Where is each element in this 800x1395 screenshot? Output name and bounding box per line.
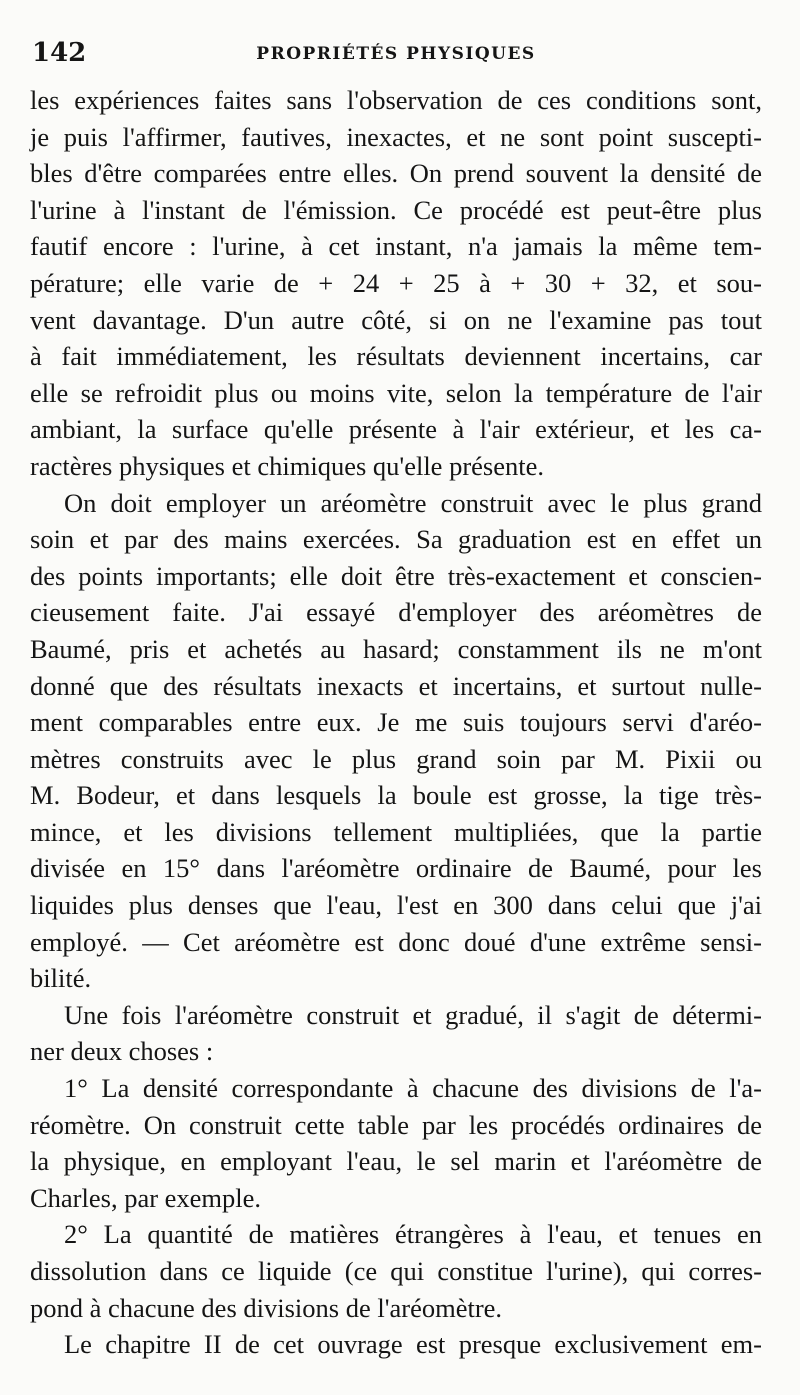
text-line: divisée en 15° dans l'aréomètre ordinaire de Baumé, pour les xyxy=(30,853,762,884)
text-line: l'urine à l'instant de l'émission. Ce procédé est peut-être plus xyxy=(30,194,762,225)
page-header xyxy=(30,32,762,82)
text-line: Baumé, pris et achetés au hasard; constamment ils ne m'ont xyxy=(30,633,762,664)
text-line: ner deux choses : xyxy=(30,1036,214,1067)
paragraph xyxy=(30,485,762,997)
text-line: M. Bodeur, et dans lesquels la boule est grosse, la tige très- xyxy=(30,780,762,811)
paragraph xyxy=(30,1070,762,1216)
text-line: pond à chacune des divisions de l'aréomètre. xyxy=(30,1292,503,1323)
page-number: 142 xyxy=(32,38,87,68)
text-line: bles d'être comparées entre elles. On prend souvent la densité de xyxy=(30,158,762,189)
text-line: Une fois l'aréomètre construit et gradué, il s'agit de détermi- xyxy=(64,999,762,1030)
text-line: réomètre. On construit cette table par les procédés ordinaires de xyxy=(30,1109,762,1140)
text-line: soin et par des mains exercées. Sa graduation est en effet un xyxy=(30,524,762,555)
text-line: ractères physiques et chimiques qu'elle présente. xyxy=(30,450,544,481)
running-title: PROPRIÉTÉS PHYSIQUES xyxy=(256,44,536,64)
text-line: dissolution dans ce liquide (ce qui constitue l'urine), qui corres- xyxy=(30,1256,762,1286)
text-line: cieusement faite. J'ai essayé d'employer des aréomètres de xyxy=(30,597,762,628)
text-line: vent davantage. D'un autre côté, si on ne l'examine pas tout xyxy=(30,304,762,335)
text-line: liquides plus denses que l'eau, l'est en 300 dans celui que j'ai xyxy=(30,890,762,921)
text-line: 2° La quantité de matières étrangères à l'eau, et tenues en xyxy=(64,1219,762,1250)
text-line: donné que des résultats inexacts et incertains, et surtout nulle- xyxy=(30,670,762,701)
text-line: je puis l'affirmer, fautives, inexactes, et ne sont point suscepti- xyxy=(30,121,762,152)
text-line: 1° La densité correspondante à chacune des divisions de l'a- xyxy=(64,1073,762,1104)
paragraph xyxy=(30,997,762,1070)
paragraph xyxy=(30,1216,762,1326)
text-line: elle se refroidit plus ou moins vite, selon la température de l'air xyxy=(30,377,762,408)
body-text xyxy=(30,82,762,1363)
text-line: bilité. xyxy=(30,963,92,994)
text-line: employé. — Cet aréomètre est donc doué d'une extrême sensi- xyxy=(30,926,762,957)
text-line: mètres construits avec le plus grand soin par M. Pixii ou xyxy=(30,743,762,774)
text-line: ambiant, la surface qu'elle présente à l'air extérieur, et les ca- xyxy=(30,414,762,445)
text-line: fautif encore : l'urine, à cet instant, n'a jamais la même tem- xyxy=(30,231,762,262)
text-line: les expériences faites sans l'observation de ces conditions sont, xyxy=(30,85,762,115)
text-line: des points importants; elle doit être très-exactement et conscien- xyxy=(30,560,762,591)
text-line: On doit employer un aréomètre construit avec le plus grand xyxy=(64,487,762,518)
text-line: Charles, par exemple. xyxy=(30,1182,262,1213)
text-line: la physique, en employant l'eau, le sel marin et l'aréomètre de xyxy=(30,1146,762,1177)
paragraph xyxy=(30,1326,762,1363)
text-line: mince, et les divisions tellement multipliées, que la partie xyxy=(30,816,762,847)
text-line: Le chapitre II de cet ouvrage est presque exclusivement em- xyxy=(64,1329,762,1360)
text-line: ment comparables entre eux. Je me suis toujours servi d'aréo- xyxy=(30,707,762,738)
paragraph xyxy=(30,82,762,485)
text-line: pérature; elle varie de + 24 + 25 à + 30 + 32, et sou- xyxy=(30,267,762,298)
text-line: à fait immédiatement, les résultats deviennent incertains, car xyxy=(30,341,762,372)
